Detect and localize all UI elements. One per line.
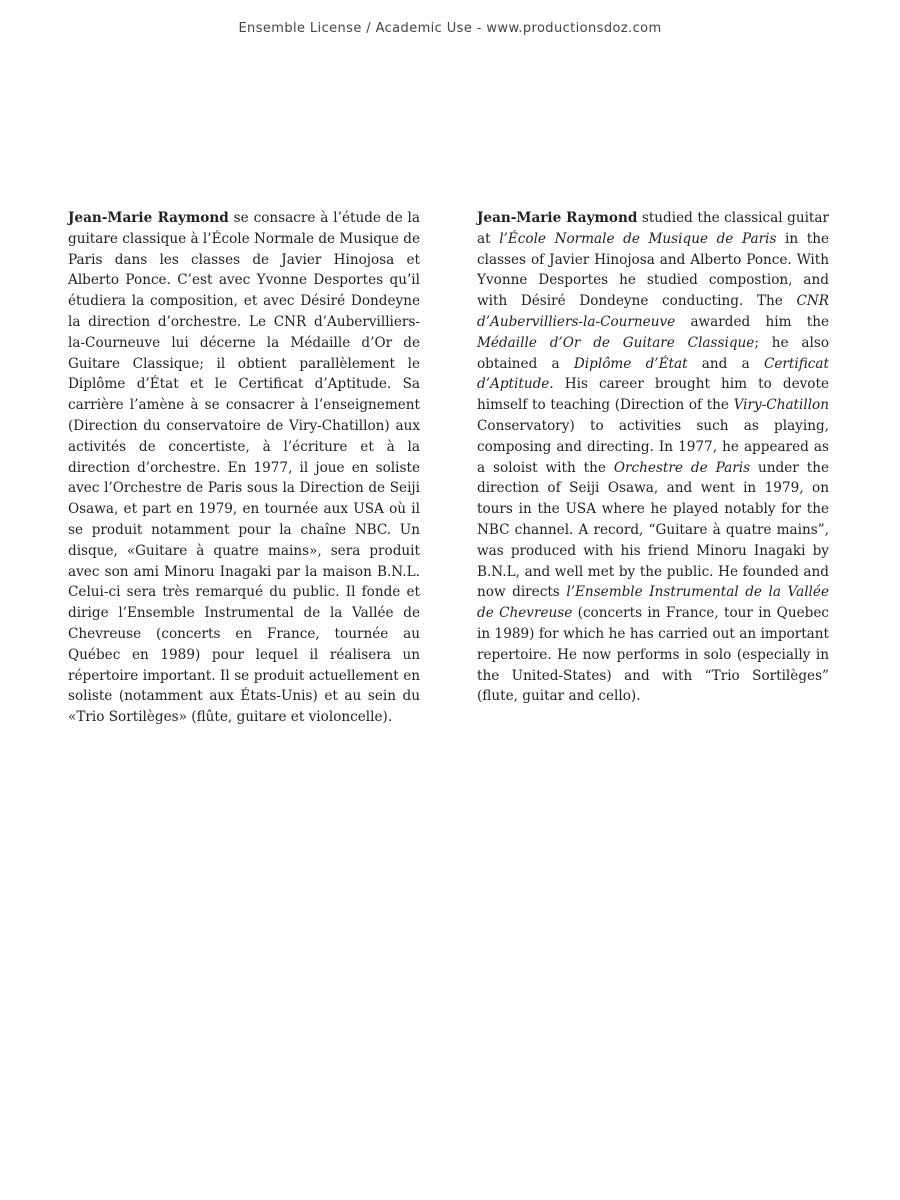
english-italic-segment: Certificat d’Aptitude [477,355,829,393]
english-text-segment: . His career brought him to devote himself to teaching (Direction of the [477,376,829,414]
english-text-segment: under the direction of Seiji Osawa, and went in 1979, on tours in the USA where he played notably for the NBC channel. A record, “Guitare à quatre mains”, was produced with his friend Minoru Inagaki by B.N.L, and well met by the public. He founded and now directs [477,459,829,601]
english-italic-segment: l’École Normale de Musique de Paris [499,230,777,247]
english-italic-segment: Médaille d’Or de Guitare Classique [477,334,755,351]
english-paragraph [477,208,829,707]
license-header: Ensemble License / Academic Use - www.productionsdoz.com [238,21,662,36]
french-artist-name: Jean-Marie Raymond [68,210,229,226]
english-italic-segment: Orchestre de Paris [613,459,751,476]
english-italic-segment: Diplôme d’État [573,355,688,372]
english-italic-segment: CNR d’Aubervilliers-la-Courneuve [477,293,829,330]
english-text-segment: and a [687,355,764,372]
english-text-segment: (concerts in France, tour in Quebec in 1989) for which he has carried out an important repertoire. He now performs in solo (especially in the United-States) and with “Trio Sortilèges” (flute, guitar and cello). [477,605,829,705]
english-text-segment: Conservatory) to activities such as playing, composing and directing. In 1977, he appeared as a soloist with the [477,417,829,476]
french-biography [68,208,420,728]
french-paragraph [68,208,420,728]
english-text-segment: ; he also obtained a [477,334,830,372]
english-artist-name: Jean-Marie Raymond [477,210,638,226]
english-text-segment: in the classes of Javier Hinojosa and Alberto Ponce. With Yvonne Desportes he studied compostion, and with Désiré Dondeyne conducting. The [477,230,829,310]
english-biography [477,208,829,707]
english-text-segment: awarded him the [675,313,829,330]
english-italic-segment: l’Ensemble Instrumental de la Vallée de Chevreuse [477,584,829,622]
english-italic-segment: Viry-Chatillon [733,397,829,414]
french-body-text: se consacre à l’étude de la guitare classique à l’École Normale de Musique de Paris dans les classes de Javier Hinojosa et Alberto Ponce. C’est avec Yvonne Desportes qu’il étudiera la composition, et avec Désiré Dondeyne la direction d’orchestre. Le CNR d’Aubervilliers-la-Courneuve lui décerne la Médaille d’Or de Guitare Classique; il obtient parallèlement le Diplôme d’État et le Certificat d’Aptitude. Sa carrière l’amène à se consacrer à l’enseignement (Direction du conservatoire de Viry-Chatillon) aux activités de concertiste, à l’écriture et à la direction d’orchestre. En 1977, il joue en soliste avec l’Orchestre de Paris sous la Direction de Seiji Osawa, et part en 1979, en tournée aux USA où il se produit notamment pour la chaîne NBC. Un disque, «Guitare à quatre mains», sera produit avec son ami Minoru Inagaki par la maison B.N.L. Celui-ci sera très remarqué du public. Il fonde et dirige l’Ensemble Instrumental de la Vallée de Chevreuse (concerts en France, tournée au Québec en 1989) pour lequel il réalisera un répertoire important. Il se produit actuellement en soliste (notamment aux États-Unis) et au sein du «Trio Sortilèges» (flûte, guitare et violoncelle). [68,210,421,726]
english-text-segment: studied the classical guitar at [477,210,829,247]
